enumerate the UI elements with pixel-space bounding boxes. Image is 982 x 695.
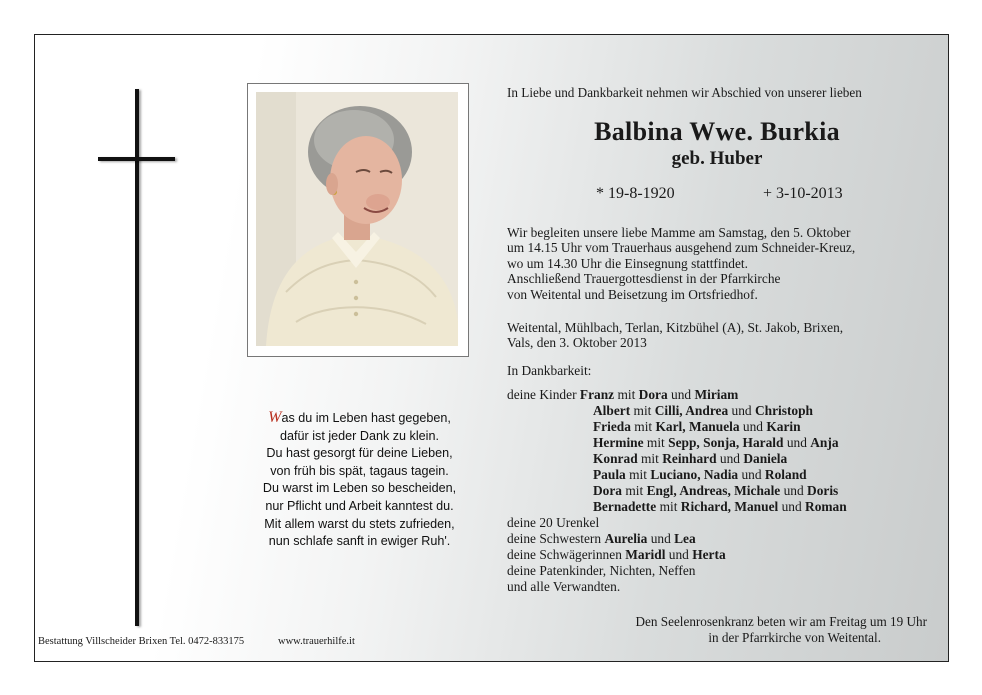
mourner-text: und — [739, 419, 767, 434]
intro-line: In Liebe und Dankbarkeit nehmen wir Abschied von unserer lieben — [507, 85, 862, 100]
mourner-line — [507, 515, 847, 531]
death-date: + 3-10-2013 — [763, 185, 843, 202]
mourner-text: und — [780, 483, 808, 498]
mourners-list — [507, 387, 847, 595]
undertaker-contact: Bestattung Villscheider Brixen Tel. 0472-833175 — [38, 636, 245, 647]
website-link[interactable]: www.trauerhilfe.it — [278, 636, 355, 647]
mourner-name: Daniela — [743, 451, 788, 466]
mourner-name: Engl, Andreas, Michale — [646, 483, 781, 498]
mourner-name: Paula — [593, 467, 626, 482]
mourner-text: mit — [622, 483, 647, 498]
cross-horizontal-bar — [98, 157, 175, 161]
portrait-illustration — [256, 92, 458, 346]
mourner-text: und — [716, 451, 744, 466]
funeral-details: Wir begleiten unsere liebe Mamme am Samstag, den 5. Oktober um 14.15 Uhr vom Trauerhaus ausgehend zum Schneider-Kreuz, wo um 14.30 Uhr die Einsegnung stattfindet. Anschließend Trauergottesdienst in der Pfarrkirche von Weitental und Beisetzung im Ortsfriedhof. — [507, 225, 856, 302]
mourner-name: Roland — [764, 467, 807, 482]
mourner-text: und — [783, 435, 811, 450]
poem-line: nur Pflicht und Arbeit kanntest du. — [265, 498, 454, 513]
mourner-name: Sepp, Sonja, Harald — [668, 435, 784, 450]
mourner-line — [507, 403, 847, 419]
poem-line: dafür ist jeder Dank zu klein. — [280, 428, 439, 443]
mourner-name: Hermine — [593, 435, 644, 450]
mourner-name: Lea — [674, 531, 696, 546]
mourner-name: Karin — [766, 419, 801, 434]
mourner-text: mit — [630, 403, 655, 418]
poem-line: nun schlafe sanft in ewiger Ruh'. — [268, 534, 451, 549]
mourner-name: Albert — [593, 403, 631, 418]
mourner-text: und — [778, 499, 806, 514]
mourner-name: Luciano, Nadia — [650, 467, 739, 482]
mourner-name: Maridl — [625, 547, 666, 562]
mourner-text: deine 20 Urenkel — [507, 515, 600, 530]
mourner-line — [507, 483, 847, 499]
mourner-text: und — [665, 547, 693, 562]
mourner-name: Aurelia — [604, 531, 648, 546]
mourner-text: mit — [656, 499, 681, 514]
mourner-name: Cilli, Andrea — [654, 403, 729, 418]
mourner-text: deine Schwägerinnen — [507, 547, 626, 562]
thanks-heading: In Dankbarkeit: — [507, 363, 592, 378]
mourner-line — [507, 451, 847, 467]
mourner-line — [507, 435, 847, 451]
mourner-text: mit — [643, 435, 669, 450]
poem-line: von früh bis spät, tagaus tagein. — [270, 463, 449, 478]
mourner-name: Richard, Manuel — [680, 499, 779, 514]
maiden-name: geb. Huber — [671, 148, 763, 169]
rosary-notice: Den Seelenrosenkranz beten wir am Freitag um 19 Uhr in der Pfarrkirche von Weitental. — [635, 614, 927, 645]
mourner-name: Konrad — [593, 451, 638, 466]
place-and-date: Weitental, Mühlbach, Terlan, Kitzbühel (A), St. Jakob, Brixen, Vals, den 3. Oktober 2013 — [507, 320, 844, 351]
mourner-text: deine Patenkinder, Nichten, Neffen — [507, 563, 696, 578]
mourner-name: Anja — [810, 435, 839, 450]
mourner-name: Dora — [638, 387, 668, 402]
memorial-poem — [227, 409, 492, 551]
mourner-line — [507, 499, 847, 515]
mourner-text: deine Schwestern — [507, 531, 605, 546]
mourner-text: mit — [637, 451, 663, 466]
poem-initial: W — [268, 409, 282, 426]
poem-line: Was du im Leben hast gegeben, — [268, 409, 451, 426]
mourner-prefix: deine Kinder — [507, 387, 580, 402]
mourner-line — [507, 387, 847, 403]
birth-date: * 19-8-1920 — [596, 185, 675, 202]
mourner-text: und — [647, 531, 675, 546]
mourner-name: Frieda — [593, 419, 631, 434]
mourner-text: und — [667, 387, 695, 402]
mourner-name: Roman — [805, 499, 847, 514]
obituary-card — [34, 34, 949, 662]
mourner-name: Franz — [579, 387, 615, 402]
mourner-line — [507, 579, 847, 595]
mourner-line — [507, 467, 847, 483]
mourner-line — [507, 419, 847, 435]
portrait-frame — [247, 83, 469, 357]
cross-vertical-bar — [135, 89, 139, 626]
poem-line: Mit allem warst du stets zufrieden, — [264, 516, 455, 531]
mourner-name: Bernadette — [593, 499, 657, 514]
mourner-name: Doris — [807, 483, 839, 498]
mourner-name: Miriam — [694, 387, 739, 402]
deceased-name: Balbina Wwe. Burkia — [594, 117, 840, 146]
mourner-line — [507, 531, 847, 547]
mourner-name: Reinhard — [662, 451, 717, 466]
mourner-text: mit — [614, 387, 639, 402]
mourner-line — [507, 547, 847, 563]
poem-line: Du warst im Leben so bescheiden, — [262, 481, 457, 496]
mourner-name: Dora — [593, 483, 623, 498]
mourner-text: und — [738, 467, 765, 482]
poem-line: Du hast gesorgt für deine Lieben, — [266, 446, 453, 461]
mourner-line — [507, 563, 847, 579]
mourner-name: Christoph — [754, 403, 813, 418]
mourner-name: Herta — [692, 547, 726, 562]
mourner-text: und alle Verwandten. — [507, 579, 621, 594]
mourner-text: und — [728, 403, 755, 418]
portrait-photo — [256, 92, 458, 346]
mourner-text: mit — [630, 419, 656, 434]
mourner-name: Karl, Manuela — [655, 419, 740, 434]
mourner-text: mit — [625, 467, 651, 482]
